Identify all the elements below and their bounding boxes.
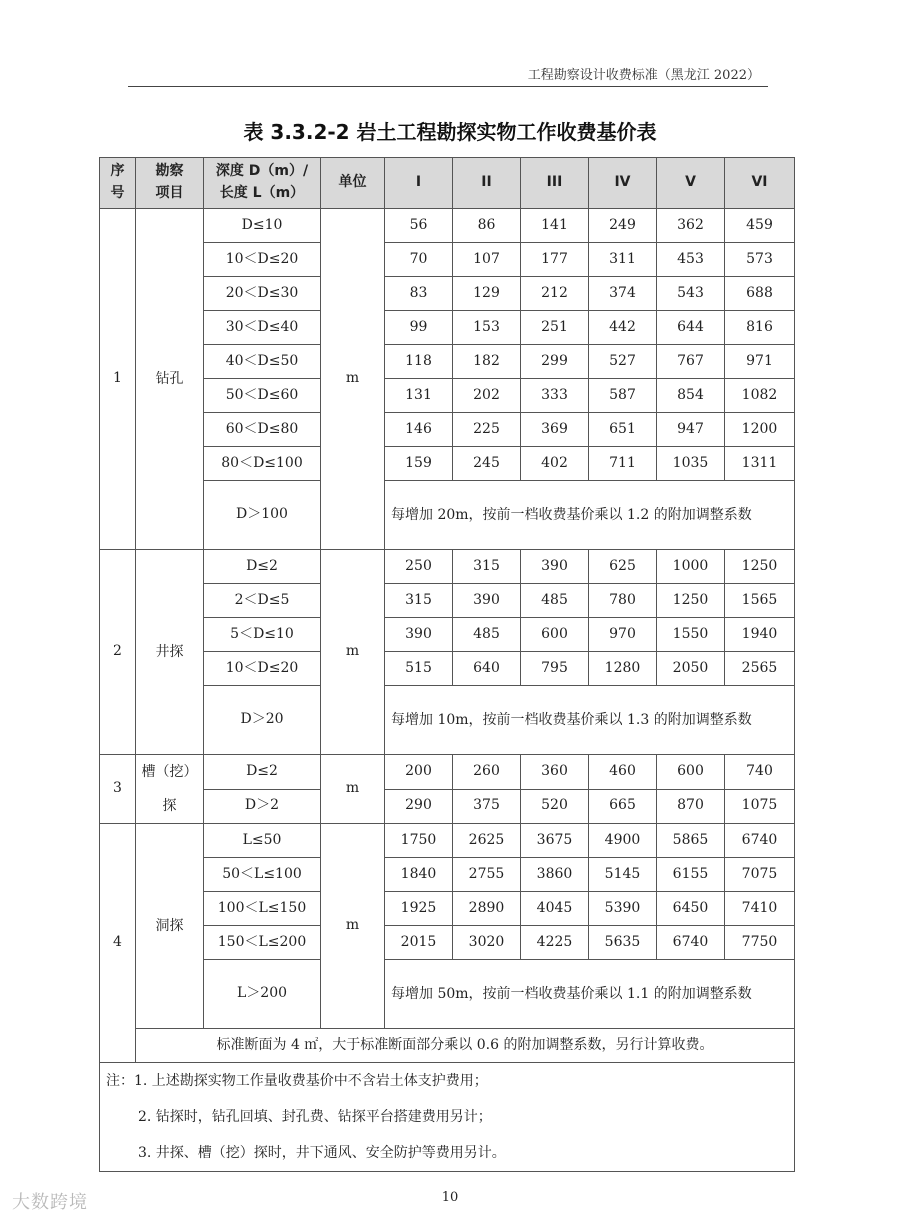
value-cell: 2755 — [453, 858, 521, 892]
range-cell: 30＜D≤40 — [204, 311, 321, 345]
value-cell: 600 — [657, 755, 725, 790]
value-cell: 543 — [657, 277, 725, 311]
table-row — [100, 481, 795, 550]
unit-cell: m — [321, 550, 385, 755]
value-cell: 3860 — [521, 858, 589, 892]
value-cell: 459 — [725, 209, 795, 243]
value-cell: 870 — [657, 789, 725, 824]
table-row — [100, 858, 795, 892]
extra-note-cell: 每增加 10m，按前一档收费基价乘以 1.3 的附加调整系数 — [385, 686, 795, 755]
header-item: 勘察 项目 — [136, 158, 204, 209]
value-cell: 369 — [521, 413, 589, 447]
range-cell: D＞20 — [204, 686, 321, 755]
range-cell: L≤50 — [204, 824, 321, 858]
header-grade: IV — [589, 158, 657, 209]
value-cell: 7075 — [725, 858, 795, 892]
value-cell: 3675 — [521, 824, 589, 858]
value-cell: 200 — [385, 755, 453, 790]
value-cell: 153 — [453, 311, 521, 345]
header-grade: III — [521, 158, 589, 209]
item-cell: 井探 — [136, 550, 204, 755]
value-cell: 1000 — [657, 550, 725, 584]
header-grade: II — [453, 158, 521, 209]
value-cell: 2565 — [725, 652, 795, 686]
value-cell: 2890 — [453, 892, 521, 926]
unit-cell: m — [321, 209, 385, 550]
table-row — [100, 960, 795, 1029]
value-cell: 83 — [385, 277, 453, 311]
seq-cell: 3 — [100, 755, 136, 824]
value-cell: 107 — [453, 243, 521, 277]
value-cell: 527 — [589, 345, 657, 379]
value-cell: 390 — [453, 584, 521, 618]
value-cell: 118 — [385, 345, 453, 379]
table-row — [100, 1063, 795, 1172]
value-cell: 1925 — [385, 892, 453, 926]
value-cell: 1840 — [385, 858, 453, 892]
watermark-logo: 大数跨境 — [12, 1192, 88, 1213]
table-row — [100, 824, 795, 858]
value-cell: 795 — [521, 652, 589, 686]
value-cell: 249 — [589, 209, 657, 243]
value-cell: 129 — [453, 277, 521, 311]
page-number: 10 — [441, 1190, 459, 1205]
seq-cell: 2 — [100, 550, 136, 755]
value-cell: 1311 — [725, 447, 795, 481]
value-cell: 442 — [589, 311, 657, 345]
value-cell: 7410 — [725, 892, 795, 926]
range-cell: 50＜L≤100 — [204, 858, 321, 892]
extra-note-cell: 每增加 50m，按前一档收费基价乘以 1.1 的附加调整系数 — [385, 960, 795, 1029]
value-cell: 6155 — [657, 858, 725, 892]
header-grade: I — [385, 158, 453, 209]
value-cell: 460 — [589, 755, 657, 790]
range-cell: L＞200 — [204, 960, 321, 1029]
value-cell: 625 — [589, 550, 657, 584]
value-cell: 644 — [657, 311, 725, 345]
header-rule — [128, 86, 768, 87]
value-cell: 315 — [453, 550, 521, 584]
range-cell: 80＜D≤100 — [204, 447, 321, 481]
value-cell: 4900 — [589, 824, 657, 858]
range-cell: D＞2 — [204, 789, 321, 824]
unit-cell: m — [321, 755, 385, 824]
value-cell: 202 — [453, 379, 521, 413]
range-cell: 40＜D≤50 — [204, 345, 321, 379]
value-cell: 485 — [453, 618, 521, 652]
range-cell: 10＜D≤20 — [204, 652, 321, 686]
value-cell: 1035 — [657, 447, 725, 481]
value-cell: 5635 — [589, 926, 657, 960]
header-seq: 序 号 — [100, 158, 136, 209]
range-cell: 10＜D≤20 — [204, 243, 321, 277]
table-row — [100, 413, 795, 447]
value-cell: 780 — [589, 584, 657, 618]
value-cell: 453 — [657, 243, 725, 277]
range-cell: D＞100 — [204, 481, 321, 550]
range-cell: D≤2 — [204, 550, 321, 584]
value-cell: 5145 — [589, 858, 657, 892]
value-cell: 1550 — [657, 618, 725, 652]
range-cell: 50＜D≤60 — [204, 379, 321, 413]
header-depth: 深度 D（m）/ 长度 L（m） — [204, 158, 321, 209]
value-cell: 1940 — [725, 618, 795, 652]
table-row — [100, 311, 795, 345]
value-cell: 1250 — [725, 550, 795, 584]
range-cell: 100＜L≤150 — [204, 892, 321, 926]
range-cell: 60＜D≤80 — [204, 413, 321, 447]
footnote-line: 2. 钻探时，钻孔回填、封孔费、钻探平台搭建费用另计； — [138, 1109, 492, 1125]
section-note-cell: 标准断面为 4 ㎡，大于标准断面部分乘以 0.6 的附加调整系数，另行计算收费。 — [136, 1029, 795, 1063]
value-cell: 515 — [385, 652, 453, 686]
value-cell: 390 — [385, 618, 453, 652]
value-cell: 86 — [453, 209, 521, 243]
value-cell: 315 — [385, 584, 453, 618]
value-cell: 375 — [453, 789, 521, 824]
value-cell: 1075 — [725, 789, 795, 824]
table-row — [100, 277, 795, 311]
value-cell: 740 — [725, 755, 795, 790]
value-cell: 245 — [453, 447, 521, 481]
value-cell: 141 — [521, 209, 589, 243]
item-cell: 槽（挖） 探 — [136, 755, 204, 824]
table-body — [100, 209, 795, 1172]
table-row — [100, 618, 795, 652]
table-row — [100, 243, 795, 277]
table-row — [100, 447, 795, 481]
value-cell: 520 — [521, 789, 589, 824]
range-cell: D≤10 — [204, 209, 321, 243]
value-cell: 854 — [657, 379, 725, 413]
range-cell: 2＜D≤5 — [204, 584, 321, 618]
range-cell: D≤2 — [204, 755, 321, 790]
table-row — [100, 686, 795, 755]
seq-cell: 1 — [100, 209, 136, 550]
value-cell: 182 — [453, 345, 521, 379]
value-cell: 651 — [589, 413, 657, 447]
footnote-line: 注：1. 上述勘探实物工作量收费基价中不含岩土体支护费用； — [106, 1073, 488, 1089]
value-cell: 7750 — [725, 926, 795, 960]
value-cell: 250 — [385, 550, 453, 584]
value-cell: 5390 — [589, 892, 657, 926]
extra-note-cell: 每增加 20m，按前一档收费基价乘以 1.2 的附加调整系数 — [385, 481, 795, 550]
unit-cell: m — [321, 824, 385, 1029]
value-cell: 1280 — [589, 652, 657, 686]
fee-table — [99, 157, 795, 1172]
value-cell: 1200 — [725, 413, 795, 447]
header-grade: V — [657, 158, 725, 209]
value-cell: 573 — [725, 243, 795, 277]
table-row — [100, 209, 795, 243]
footnote-line: 3. 井探、槽（挖）探时，井下通风、安全防护等费用另计。 — [138, 1145, 506, 1161]
table-row — [100, 550, 795, 584]
value-cell: 4225 — [521, 926, 589, 960]
value-cell: 1565 — [725, 584, 795, 618]
value-cell: 131 — [385, 379, 453, 413]
header-grade: VI — [725, 158, 795, 209]
range-cell: 150＜L≤200 — [204, 926, 321, 960]
header-unit: 单位 — [321, 158, 385, 209]
range-cell: 5＜D≤10 — [204, 618, 321, 652]
table-row — [100, 584, 795, 618]
value-cell: 390 — [521, 550, 589, 584]
value-cell: 600 — [521, 618, 589, 652]
table-row — [100, 926, 795, 960]
value-cell: 70 — [385, 243, 453, 277]
value-cell: 311 — [589, 243, 657, 277]
value-cell: 260 — [453, 755, 521, 790]
value-cell: 290 — [385, 789, 453, 824]
value-cell: 767 — [657, 345, 725, 379]
table-title: 表 3.3.2-2 岩土工程勘探实物工作收费基价表 — [243, 120, 657, 144]
table-row — [100, 345, 795, 379]
value-cell: 333 — [521, 379, 589, 413]
running-header: 工程勘察设计收费标准（黑龙江 2022） — [527, 68, 760, 83]
value-cell: 360 — [521, 755, 589, 790]
value-cell: 4045 — [521, 892, 589, 926]
value-cell: 688 — [725, 277, 795, 311]
value-cell: 251 — [521, 311, 589, 345]
value-cell: 362 — [657, 209, 725, 243]
table-row — [100, 379, 795, 413]
value-cell: 99 — [385, 311, 453, 345]
table-row — [100, 652, 795, 686]
value-cell: 146 — [385, 413, 453, 447]
value-cell: 225 — [453, 413, 521, 447]
value-cell: 947 — [657, 413, 725, 447]
value-cell: 212 — [521, 277, 589, 311]
value-cell: 6740 — [657, 926, 725, 960]
value-cell: 2050 — [657, 652, 725, 686]
footnotes — [100, 1063, 795, 1172]
value-cell: 177 — [521, 243, 589, 277]
value-cell: 299 — [521, 345, 589, 379]
value-cell: 711 — [589, 447, 657, 481]
table-row — [100, 789, 795, 824]
value-cell: 1082 — [725, 379, 795, 413]
value-cell: 2015 — [385, 926, 453, 960]
value-cell: 485 — [521, 584, 589, 618]
value-cell: 5865 — [657, 824, 725, 858]
value-cell: 971 — [725, 345, 795, 379]
value-cell: 6450 — [657, 892, 725, 926]
range-cell: 20＜D≤30 — [204, 277, 321, 311]
value-cell: 3020 — [453, 926, 521, 960]
table-row — [100, 892, 795, 926]
item-cell: 洞探 — [136, 824, 204, 1029]
item-cell: 钻孔 — [136, 209, 204, 550]
value-cell: 640 — [453, 652, 521, 686]
value-cell: 56 — [385, 209, 453, 243]
value-cell: 1250 — [657, 584, 725, 618]
value-cell: 374 — [589, 277, 657, 311]
value-cell: 970 — [589, 618, 657, 652]
value-cell: 1750 — [385, 824, 453, 858]
value-cell: 2625 — [453, 824, 521, 858]
table-row — [100, 1029, 795, 1063]
table-row — [100, 755, 795, 790]
seq-cell: 4 — [100, 824, 136, 1063]
value-cell: 816 — [725, 311, 795, 345]
value-cell: 402 — [521, 447, 589, 481]
value-cell: 665 — [589, 789, 657, 824]
value-cell: 6740 — [725, 824, 795, 858]
value-cell: 587 — [589, 379, 657, 413]
value-cell: 159 — [385, 447, 453, 481]
